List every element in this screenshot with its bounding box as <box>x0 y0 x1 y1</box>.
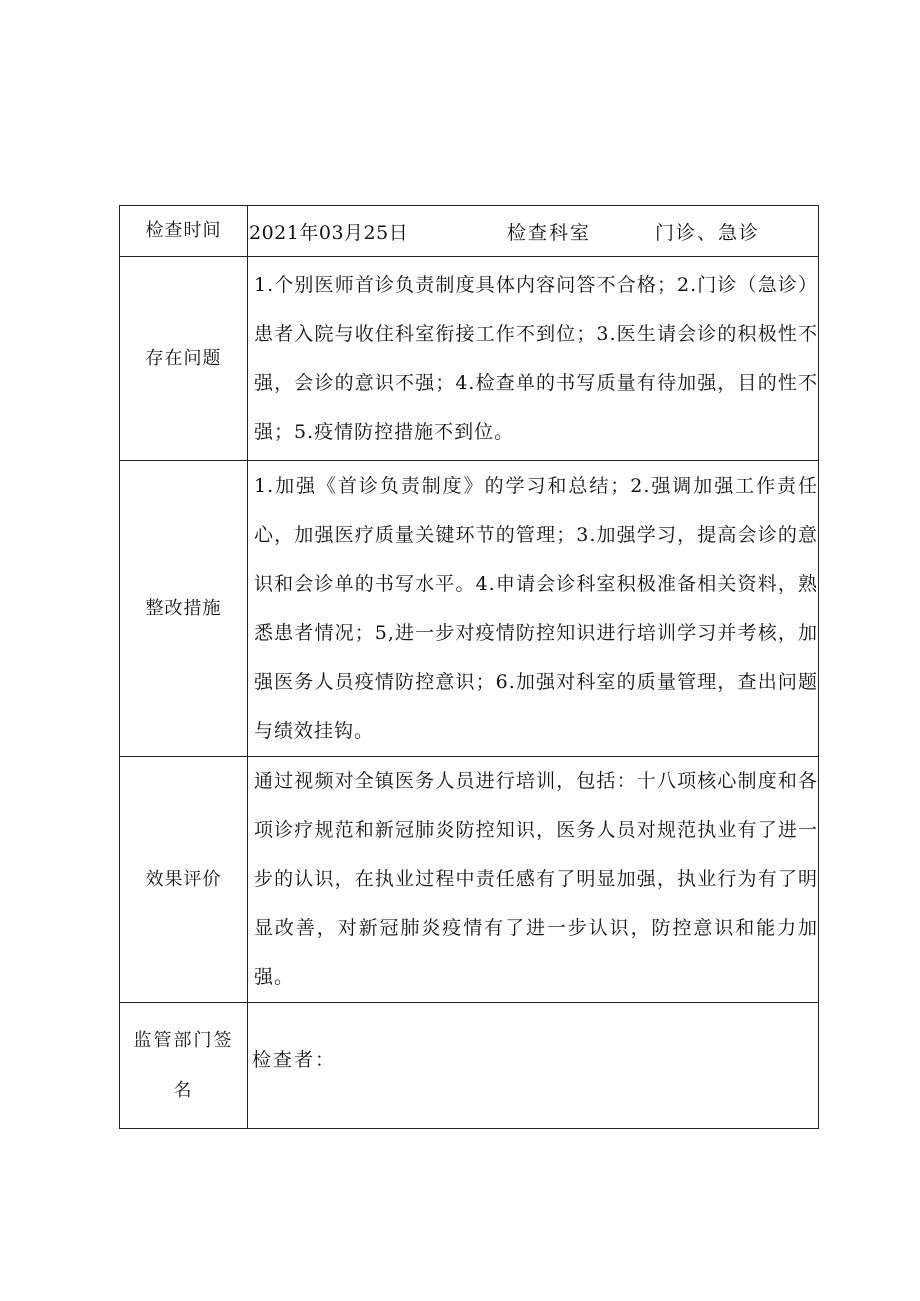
inspection-form-table <box>119 205 819 1129</box>
measures-text: 1.加强《首诊负责制度》的学习和总结；2.强调加强工作责任心，加强医疗质量关键环节的管理；3.加强学习，提高会诊的意识和会诊单的书写水平。4.申请会诊科室积极准备相关资料，熟悉患者情况；5,进一步对疫情防控知识进行培训学习并考核，加强医务人员疫情防控意识；6.加强对科室的质量管理，查出问题与绩效挂钩。 <box>248 461 819 757</box>
inspection-time-label: 检查时间 <box>120 206 248 257</box>
sign-row <box>120 1003 819 1129</box>
effect-row <box>120 757 819 1003</box>
problems-label: 存在问题 <box>120 257 248 461</box>
problems-row <box>120 257 819 461</box>
sign-label: 监管部门签名 <box>120 1003 248 1129</box>
measures-label: 整改措施 <box>120 461 248 757</box>
effect-text: 通过视频对全镇医务人员进行培训，包括：十八项核心制度和各项诊疗规范和新冠肺炎防控知识，医务人员对规范执业有了进一步的认识，在执业过程中责任感有了明显加强，执业行为有了明显改善，对新冠肺炎疫情有了进一步认识，防控意识和能力加强。 <box>248 757 819 1003</box>
inspector-label: 检查者： <box>248 1003 819 1129</box>
inspection-date: 2021年03月25日 <box>249 221 409 244</box>
header-row <box>120 206 819 257</box>
measures-row <box>120 461 819 757</box>
problems-text: 1.个别医师首诊负责制度具体内容问答不合格；2.门诊（急诊）患者入院与收住科室衔接工作不到位；3.医生请会诊的积极性不强，会诊的意识不强；4.检查单的书写质量有待加强，目的性不强；5.疫情防控措施不到位。 <box>248 257 819 461</box>
inspection-dept: 门诊、急诊 <box>655 221 761 244</box>
header-content-cell <box>248 206 819 257</box>
effect-label: 效果评价 <box>120 757 248 1003</box>
inspection-dept-label: 检查科室 <box>507 221 592 244</box>
